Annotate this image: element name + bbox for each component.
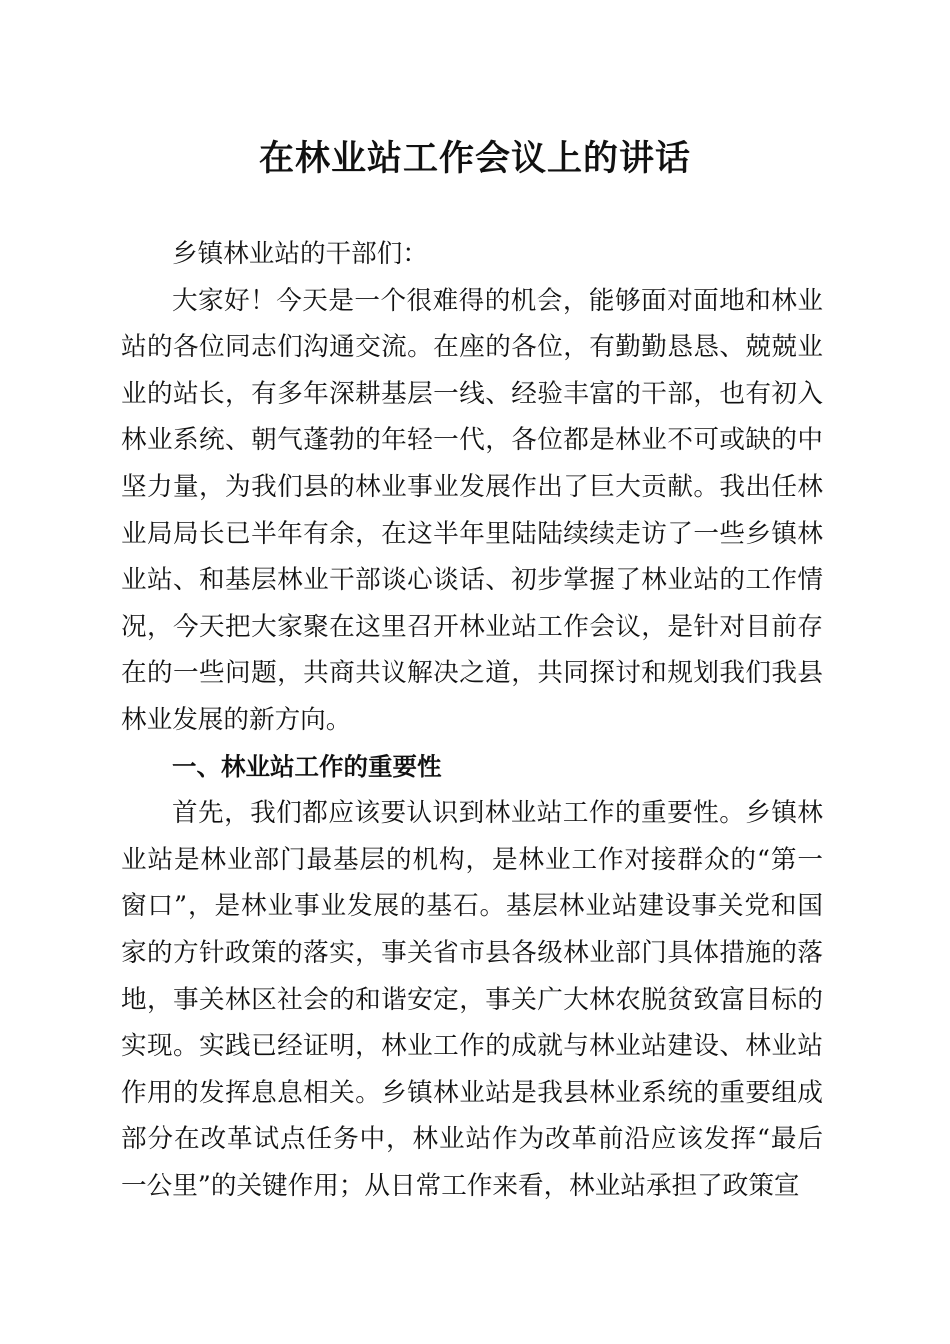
salutation: 乡镇林业站的干部们： xyxy=(172,239,428,269)
section-heading: 一、林业站工作的重要性 xyxy=(172,751,442,781)
document-body xyxy=(121,231,823,1209)
opening-paragraph: 大家好！今天是一个很难得的机会，能够面对面地和林业站的各位同志们沟通交流。在座的各位，有勤勤恳恳、兢兢业业的站长，有多年深耕基层一线、经验丰富的干部，也有初入林业系统、朝气蓬勃的年轻一代，各位都是林业不可或缺的中坚力量，为我们县的林业事业发展作出了巨大贡献。我出任林业局局长已半年有余，在这半年里陆陆续续走访了一些乡镇林业站、和基层林业干部谈心谈话、初步掌握了林业站的工作情况，今天把大家聚在这里召开林业站工作会议，是针对目前存在的一些问题，共商共议解决之道，共同探讨和规划我们我县林业发展的新方向。 xyxy=(121,285,823,735)
document-title: 在林业站工作会议上的讲话 xyxy=(258,138,691,179)
section-paragraph: 首先，我们都应该要认识到林业站工作的重要性。乡镇林业站是林业部门最基层的机构，是林业工作对接群众的“第一窗口”，是林业事业发展的基石。基层林业站建设事关党和国家的方针政策的落实，事关省市县各级林业部门具体措施的落地，事关林区社会的和谐安定，事关广大林农脱贫致富目标的实现。实践已经证明，林业工作的成就与林业站建设、林业站作用的发挥息息相关。乡镇林业站是我县林业系统的重要组成部分在改革试点任务中，林业站作为改革前沿应该发挥“最后一公里”的关键作用；从日常工作来看，林业站承担了政策宣 xyxy=(121,798,823,1201)
